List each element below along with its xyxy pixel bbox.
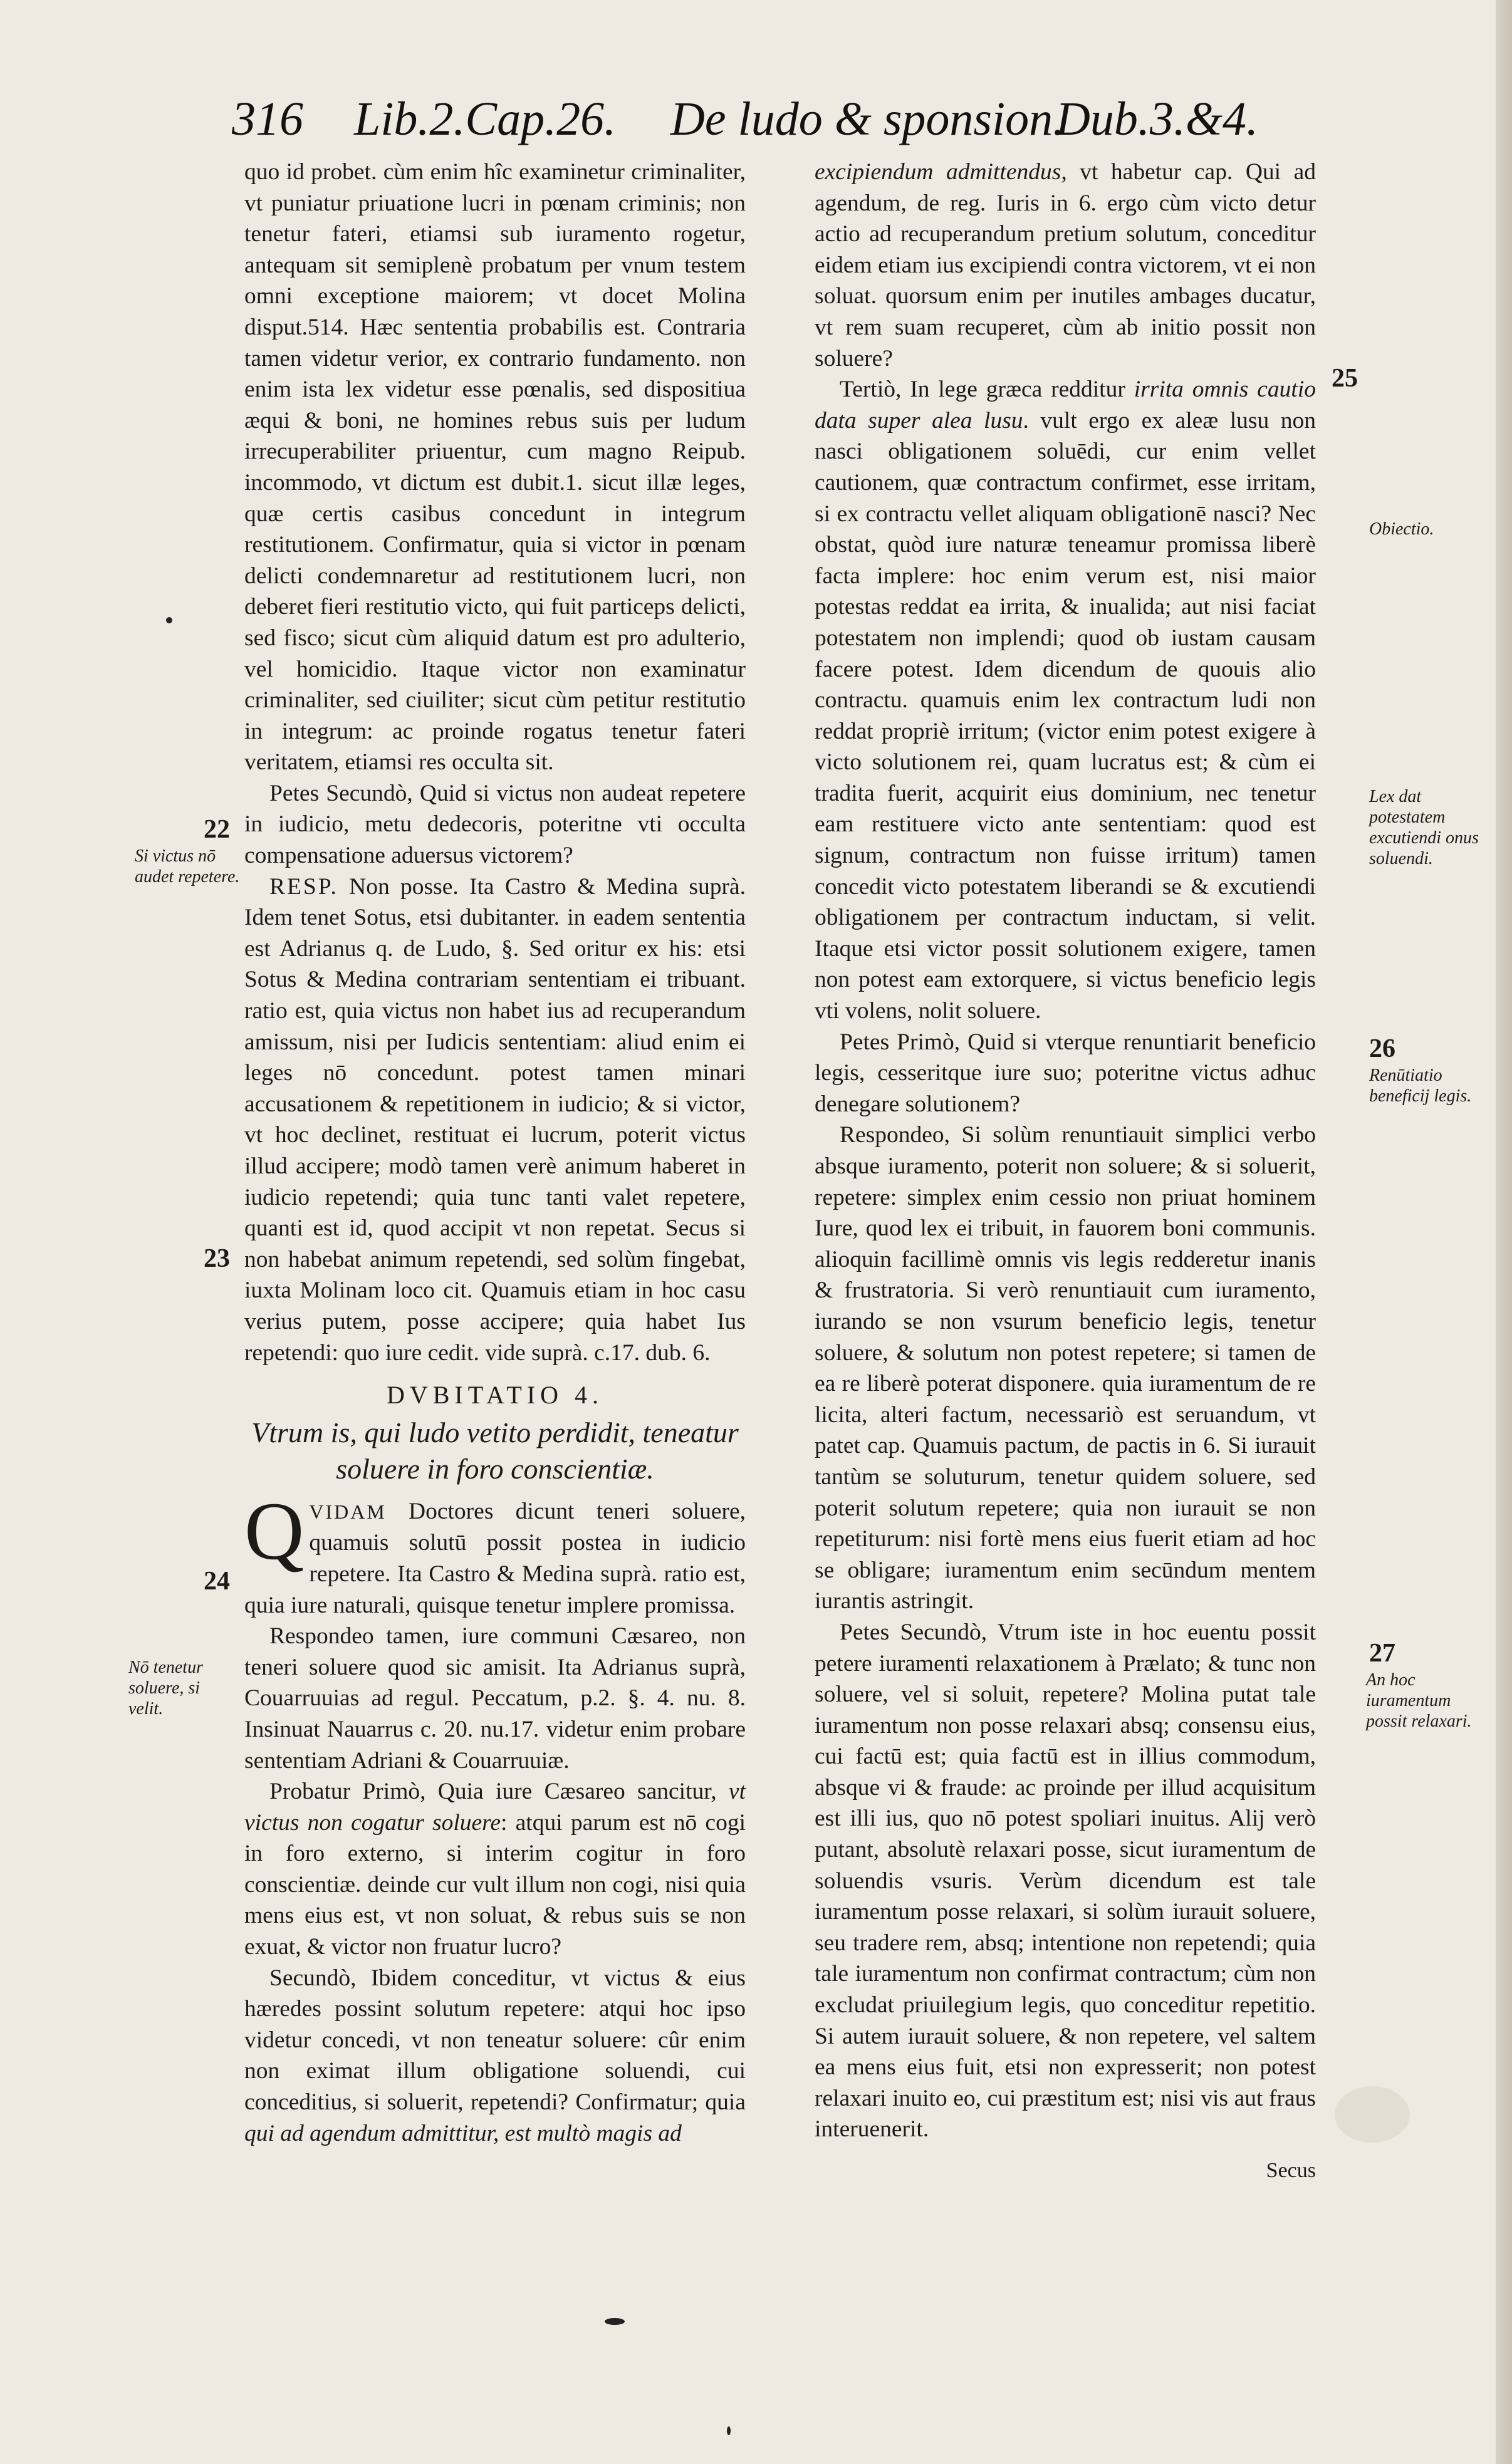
section-heading: DVBITATIO 4. bbox=[386, 1381, 604, 1410]
margin-note: Obiectio. bbox=[1369, 519, 1434, 539]
ink-speck bbox=[605, 2318, 625, 2325]
running-title: De ludo & sponsion. bbox=[670, 93, 1065, 145]
running-header bbox=[232, 88, 1297, 150]
ink-speck bbox=[727, 2426, 731, 2435]
ink-speck bbox=[166, 617, 172, 623]
margin-number: 23 bbox=[204, 1244, 230, 1273]
italic-quote: excipiendum admittendus, bbox=[815, 159, 1067, 185]
response-label: RESP. bbox=[269, 873, 338, 900]
paragraph bbox=[244, 1963, 746, 2150]
page-edge bbox=[1496, 0, 1512, 2464]
paragraph-text: Secundò, Ibidem conceditur, vt victus & eius hæredes possint solutum repetere: atqui hoc ipso videtur concedi, vt non teneatur soluere: cûr enim non eximat illum obligatione soluendi, cui conceditius, si soluerit, repetendi? Confirmatur; quia bbox=[244, 1965, 746, 2116]
paragraph-text: . vult ergo ex aleæ lusu non nasci obligationem soluēdi, cur enim vellet cautionem, quæ contractum confirmet, esse irritam, si ex contractu vellet aliquam obligationē nasci? Nec obstat, quòd iure naturæ teneamur promissa liberè facta implere: hoc enim verum est, nisi maior potestas reddat ea irrita, & inualida; aut nisi faciat potestatem non implendi; quod ob iustam causam facere potest. Idem dicendum de quouis alio contractu. quamuis enim lex contractum ludi non reddat propriè irritum; (victor enim potest exigere à victo solutionem rei, quam lucratus est; & cùm ei tradita fuerit, acquirit eius dominium, nec tenetur eam restituere victo ante sententiam: quod est signum, contractum non fuisse irritum) tamen concedit victo potestatem liberandi se & excutiendi obligationem per contractum inductam, si velit. Itaque etsi victor possit solutionem exigere, tamen non potest eam extorquere, si victus beneficio legis vti volens, nolit soluere. bbox=[815, 407, 1316, 1024]
margin-number: 27 bbox=[1369, 1639, 1395, 1668]
margin-number: 22 bbox=[204, 815, 230, 844]
book-chapter: Lib.2.Cap.26. bbox=[354, 93, 617, 145]
paragraph bbox=[815, 157, 1316, 374]
margin-note: Nō tenetur soluere, si velit. bbox=[128, 1658, 203, 1718]
paragraph-text: Non posse. Ita Castro & Medina suprà. Idem tenet Sotus, etsi dubitanter. in eadem sententia est Adrianus q. de Ludo, §. Sed oritur ex his: etsi Sotus & Medina contrariam sententiam ei tribuant. ratio est, quia victus non habet ius ad recuperandum amissum, nisi per Iudicis sententiam: aliud enim ei leges nō concedunt. potest tamen minari accusationem & repetitionem in iudicio; & si victor, vt hoc declinet, restituat ei lucrum, poterit victus illud accipere; modò tamen verè animum haberet in iudicio repetendi; quia tunc tanti valet repetere, quanti est id, quod accipit vt non repetat. Secus si non habebat animum repetendi, sed solùm fingebat, iuxta Molinam loco cit. Quamuis etiam in hoc casu verius putem, posse accipere; quia habet Ius repetendi: quo iure cedit. vide suprà. c.17. dub. 6. bbox=[244, 873, 746, 1366]
paragraph bbox=[244, 871, 746, 1369]
paragraph: Petes Secundò, Vtrum iste in hoc euentu possit petere iuramenti relaxationem à Prælato; & tunc non soluere, vel si soluit, repetere? Molina putat tale iuramentum non posse relaxari absq; consensu eius, cui factū est; quia factū est in illius commodum, absque vi & fraude: ac proinde per illud acquisitum est illi ius, quo nō potest spoliari inuitus. Alij verò putant, absolutè relaxari posse, sicut iuramentum de soluendis vsuris. Verùm dicendum est tale iuramentum posse relaxari, si solùm iurauit soluere, seu tradere rem, absq; intentione non repetendi; quia tale iuramentum non confirmat contractum; cùm non excludat priuilegium legis, quo conceditur repetitio. Si autem iurauit soluere, & non repetere, vel saltem ea mens eius fuit, etsi non expresserit; non potest relaxari inuito eo, cui præstitum est; nisi vis aut fraus interuenerit. bbox=[815, 1619, 1316, 2143]
paragraph: Respondeo tamen, iure communi Cæsareo, non teneri soluere quod sic amisit. Ita Adrianus suprà, Couarruuias ad regul. Peccatum, p.2. §. 4. nu. 8. Insinuat Nauarrus c. 20. nu.17. videtur enim probare sententiam Adriani & Couarruuiæ. bbox=[244, 1623, 746, 1774]
paragraph-text: Tertiò, In lege græca redditur bbox=[840, 377, 1134, 403]
margin-note: Renūtiatio beneficij legis. bbox=[1369, 1066, 1472, 1106]
page-number: 316 bbox=[232, 93, 303, 145]
smallcaps-word: VIDAM bbox=[309, 1500, 387, 1523]
drop-cap: Q bbox=[244, 1484, 305, 1577]
catchword: Secus bbox=[1266, 2159, 1316, 2182]
paper-stain bbox=[1335, 2086, 1410, 2143]
paragraph: Petes Primò, Quid si vterque renuntiarit beneficio legis, cesseritque iure suo; poteritne victus adhuc denegare solutionem? bbox=[815, 1029, 1316, 1117]
margin-number: 26 bbox=[1369, 1034, 1395, 1063]
paragraph-text: Probatur Primò, Quia iure Cæsareo sancitur, bbox=[269, 1779, 729, 1805]
paragraph bbox=[815, 374, 1316, 1026]
paragraph bbox=[244, 1776, 746, 1963]
italic-quote: irrita omnis cautio data super alea lusu bbox=[815, 377, 1316, 434]
paragraph-text: Doctores dicunt teneri soluere, quamuis solutū possit postea in iudicio repetere. Ita Castro & Medina suprà. ratio est, quia iure naturali, quisque tenetur implere promissa. bbox=[244, 1498, 746, 1618]
paragraph: Respondeo, Si solùm renuntiauit simplici verbo absque iuramento, poterit non soluere; & si soluerit, repetere: simplex enim cessio non priuat hominem Iure, quod lex ei tribuit, in fauorem boni communis. alioquin facillimè omnis vis legis redderetur inanis & frustratoria. Si verò renuntiauit cum iuramento, iurando se non vsurum beneficio legis, tenetur soluere, & solutum non potest repetere; si tamen de ea re liberè poterat disponere. quia iuramentum de re licita, alteri factum, necessariò est seruandum, vt patet cap. Quamuis pactum, de pactis in 6. Si iurauit tantùm se soluturum, tenetur quidem soluere, sed poterit solutum repetere; quia non iurauit se non repetiturum: nisi fortè mens eius fuerit etiam ad hoc se obligare; iuramentum enim secūndum mentem iurantis astringit. bbox=[815, 1122, 1316, 1614]
italic-quote: qui ad agendum admittitur, est multò magis ad bbox=[244, 2120, 682, 2146]
margin-number: 25 bbox=[1332, 364, 1358, 393]
paragraph: quo id probet. cùm enim hîc examinetur criminaliter, vt puniatur priuatione lucri in pœnam criminis; non tenetur fateri, etiamsi sub iuramento rogetur, antequam sit semiplenè probatum per vnum testem omni exceptione maiorem; vt docet Molina disput.514. Hæc sententia probabilis est. Contraria tamen videtur verior, ex contrario fundamento. non enim ista lex videtur esse pœnalis, sed dispositiua æqui & boni, ne homines rebus suis per ludum irrecuperabiliter priuentur, cum magno Reipub. incommodo, vt dictum est dubit.1. sicut illæ leges, quæ certis casibus concedunt in integrum restitutionem. Confirmatur, quia si victor in pœnam delicti condemnaretur ad restitutionem lucri, non deberet fieri restitutio victo, qui fuit particeps delicti, sed fisco; sicut cùm aliquid datum est pro adulterio, vel homicidio. Itaque victor non examinatur criminaliter, sed ciuiliter; sicut cùm petitur restitutio in integrum: ac proinde rogatus tenetur fateri veritatem, etiamsi res occulta sit. bbox=[244, 159, 746, 776]
left-column bbox=[244, 157, 746, 2149]
paragraph-text: vt habetur cap. Qui ad agendum, de reg. Iuris in 6. ergo cùm victo detur actio ad recuperandum pretium solutum, conceditur eidem etiam ius excipiendi contra victorem, vt ei non soluat. quorsum enim per inutiles ambages ducatur, vt rem suam recuperet, cùm ab initio possit non soluere? bbox=[815, 159, 1316, 372]
paragraph bbox=[244, 1484, 746, 1621]
paragraph-text: : atqui parum est nō cogi in foro externo, si interim cogitur in foro conscientiæ. deinde cur vult illum non cogi, nisi quia mens eius est, vt non soluat, & rebus suis se non exuat, & victor non fruatur lucro? bbox=[244, 1809, 746, 1960]
margin-note: Si victus nō audet repetere. bbox=[135, 846, 240, 886]
margin-number: 24 bbox=[204, 1567, 230, 1596]
right-column bbox=[815, 157, 1316, 2186]
paragraph: Petes Secundò, Quid si victus non audeat repetere in iudicio, metu dedecoris, poteritne vti occulta compensatione aduersus victorem? bbox=[244, 780, 746, 869]
dubium-number: Dub.3.&4. bbox=[1056, 93, 1258, 145]
italic-quote: vt victus non cogatur soluere bbox=[244, 1779, 746, 1836]
margin-note: An hoc iuramentum possit relaxari. bbox=[1366, 1670, 1472, 1731]
margin-note: Lex dat potestatem excutiendi onus soluendi. bbox=[1369, 787, 1479, 868]
section-title: Vtrum is, qui ludo vetito perdidit, teneatur soluere in foro conscientiæ. bbox=[251, 1416, 739, 1485]
